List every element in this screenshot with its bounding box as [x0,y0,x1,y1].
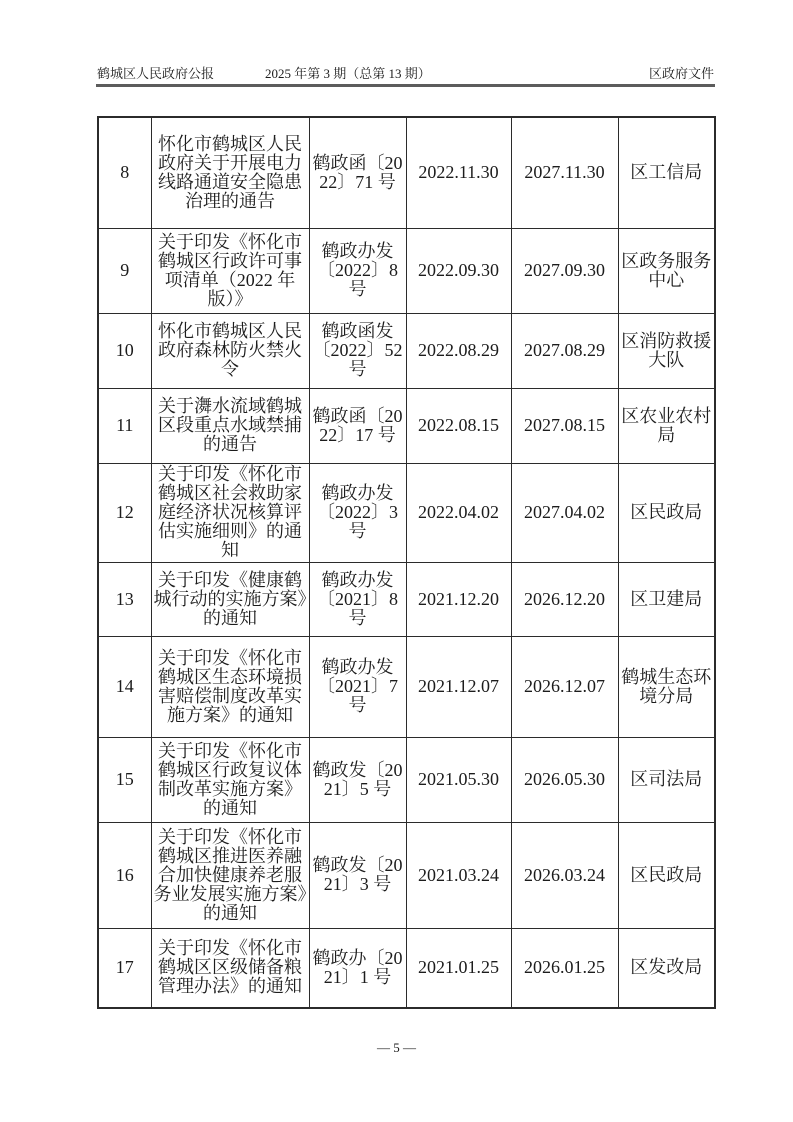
table-row [98,562,715,636]
department-cell: 区农业农村局 [618,388,715,463]
header-rule [96,84,715,87]
doc-title-cell: 关于印发《怀化市鹤城区行政复议体制改革实施方案》的通知 [151,737,309,822]
issue-date-cell: 2022.04.02 [406,463,511,562]
doc-number-cell: 鹤政办发〔2022〕8 号 [309,228,406,313]
table-row [98,117,715,228]
table-row [98,822,715,928]
doc-title-cell: 关于印发《怀化市鹤城区生态环境损害赔偿制度改革实施方案》的通知 [151,636,309,737]
department-cell: 鹤城生态环境分局 [618,636,715,737]
doc-number-cell: 鹤政发〔2021〕3 号 [309,822,406,928]
row-number-cell: 16 [98,822,151,928]
row-number-cell: 10 [98,313,151,388]
doc-number-cell: 鹤政发〔2021〕5 号 [309,737,406,822]
table-row [98,313,715,388]
valid-until-date-cell: 2027.11.30 [511,117,618,228]
doc-title-cell: 怀化市鹤城区人民政府关于开展电力线路通道安全隐患治理的通告 [151,117,309,228]
valid-until-date-cell: 2027.08.15 [511,388,618,463]
row-number-cell: 13 [98,562,151,636]
department-cell: 区政务服务中心 [618,228,715,313]
department-cell: 区民政局 [618,822,715,928]
row-number-cell: 14 [98,636,151,737]
doc-title-cell: 关于印发《怀化市鹤城区推进医养融合加快健康养老服务业发展实施方案》的通知 [151,822,309,928]
issue-date-cell: 2021.03.24 [406,822,511,928]
doc-number-cell: 鹤政办发〔2022〕3 号 [309,463,406,562]
issue-date-cell: 2021.12.20 [406,562,511,636]
department-cell: 区消防救援大队 [618,313,715,388]
valid-until-date-cell: 2026.12.20 [511,562,618,636]
table-row [98,737,715,822]
doc-title-cell: 关于印发《怀化市鹤城区社会救助家庭经济状况核算评估实施细则》的通知 [151,463,309,562]
table-row [98,636,715,737]
publication-title: 鹤城区人民政府公报 [97,66,215,81]
row-number-cell: 15 [98,737,151,822]
row-number-cell: 8 [98,117,151,228]
valid-until-date-cell: 2027.08.29 [511,313,618,388]
department-cell: 区民政局 [618,463,715,562]
valid-until-date-cell: 2027.04.02 [511,463,618,562]
doc-number-cell: 鹤政办发〔2021〕8 号 [309,562,406,636]
valid-until-date-cell: 2026.12.07 [511,636,618,737]
issue-date-cell: 2022.08.15 [406,388,511,463]
department-cell: 区卫建局 [618,562,715,636]
running-header [97,66,714,82]
doc-number-cell: 鹤政办发〔2021〕7 号 [309,636,406,737]
department-cell: 区司法局 [618,737,715,822]
row-number-cell: 17 [98,928,151,1008]
valid-until-date-cell: 2026.03.24 [511,822,618,928]
issue-date-cell: 2022.09.30 [406,228,511,313]
table-row [98,228,715,313]
valid-until-date-cell: 2026.01.25 [511,928,618,1008]
row-number-cell: 12 [98,463,151,562]
issue-date-cell: 2021.05.30 [406,737,511,822]
row-number-cell: 11 [98,388,151,463]
doc-number-cell: 鹤政函发〔2022〕52 号 [309,313,406,388]
table-row [98,928,715,1008]
doc-title-cell: 关于印发《健康鹤城行动的实施方案》的通知 [151,562,309,636]
issue-date-cell: 2022.11.30 [406,117,511,228]
department-cell: 区发改局 [618,928,715,1008]
table-row [98,463,715,562]
valid-until-date-cell: 2026.05.30 [511,737,618,822]
page-number: — 5 — [377,1040,416,1055]
table-row [98,388,715,463]
issue-date-cell: 2021.01.25 [406,928,511,1008]
issue-info: 2025 年第 3 期（总第 13 期） [265,66,431,81]
valid-until-date-cell: 2027.09.30 [511,228,618,313]
row-number-cell: 9 [98,228,151,313]
issue-date-cell: 2022.08.29 [406,313,511,388]
doc-number-cell: 鹤政函〔2022〕71 号 [309,117,406,228]
doc-title-cell: 怀化市鹤城区人民政府森林防火禁火令 [151,313,309,388]
doc-number-cell: 鹤政办〔2021〕1 号 [309,928,406,1008]
doc-title-cell: 关于㵲水流域鹤城区段重点水域禁捕的通告 [151,388,309,463]
doc-title-cell: 关于印发《怀化市鹤城区区级储备粮管理办法》的通知 [151,928,309,1008]
doc-title-cell: 关于印发《怀化市鹤城区行政许可事项清单（2022 年版）》 [151,228,309,313]
department-cell: 区工信局 [618,117,715,228]
doc-number-cell: 鹤政函〔2022〕17 号 [309,388,406,463]
section-label: 区政府文件 [648,66,714,81]
documents-table [97,116,716,1009]
issue-date-cell: 2021.12.07 [406,636,511,737]
